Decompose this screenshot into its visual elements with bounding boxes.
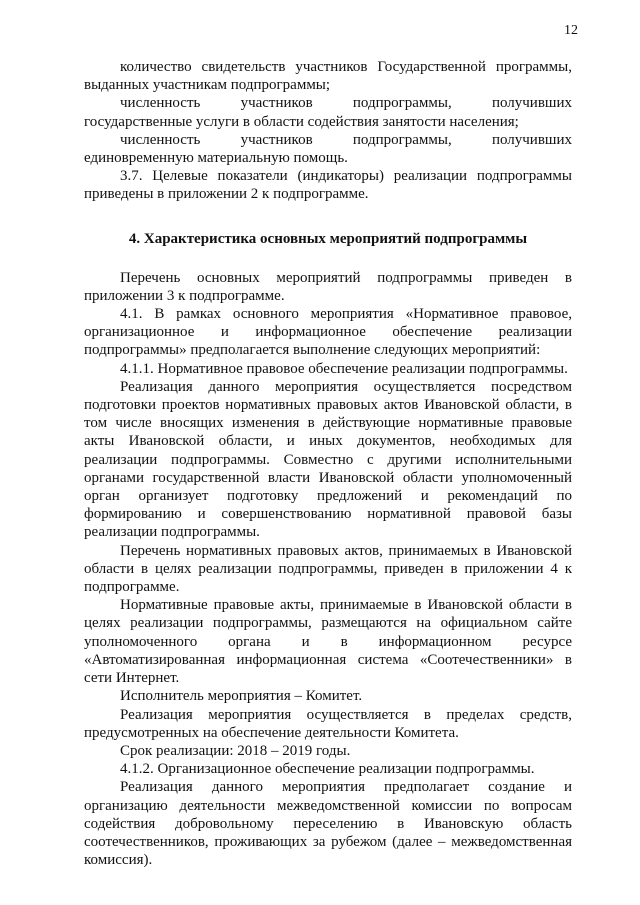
paragraph: Перечень основных мероприятий подпрограммы приведен в приложении 3 к подпрограмме. xyxy=(84,269,572,304)
paragraph: Реализация данного мероприятия предполагает создание и организацию деятельности межведомственной комиссии по вопросам содействия добровольному переселению в Ивановскую область соотечественников, проживающих за рубежом (далее – межведомственная комиссия). xyxy=(84,779,572,869)
paragraph: 4.1.2. Организационное обеспечение реализации подпрограммы. xyxy=(120,761,535,778)
paragraph: Перечень нормативных правовых актов, принимаемых в Ивановской области в целях реализации подпрограммы, приведен в приложении 4 к подпрограмме. xyxy=(84,542,572,596)
paragraph: Срок реализации: 2018 – 2019 годы. xyxy=(120,742,351,759)
section-heading: 4. Характеристика основных мероприятий подпрограммы xyxy=(128,230,528,247)
document-body xyxy=(84,58,572,869)
paragraph: численность участников подпрограммы, получивших государственные услуги в области содействия занятости населения; xyxy=(84,95,572,130)
page-number: 12 xyxy=(564,23,578,38)
paragraph: 4.1.1. Нормативное правовое обеспечение реализации подпрограммы. xyxy=(120,360,568,377)
paragraphs-after xyxy=(84,269,572,870)
paragraph: 3.7. Целевые показатели (индикаторы) реализации подпрограммы приведены в приложении 2 к подпрограмме. xyxy=(84,168,572,203)
paragraph: Реализация данного мероприятия осуществляется посредством подготовки проектов нормативных правовых актов Ивановской области, в том числе вносящих изменения в действующие нормативные правовые акты Ивановской области, и иных документов, необходимых для реализации подпрограммы. Совместно с другими исполнительными органами государственной власти Ивановской области уполномоченный орган организует подготовку предложений и рекомендаций по формированию и совершенствованию нормативной правовой базы реализации подпрограммы. xyxy=(84,378,572,541)
paragraph: численность участников подпрограммы, получивших единовременную материальную помощь. xyxy=(84,131,572,167)
paragraph: 4.1. В рамках основного мероприятия «Нормативное правовое, организационное и информационное обеспечение реализации подпрограммы» предполагается выполнение следующих мероприятий: xyxy=(84,306,572,359)
paragraphs-before xyxy=(84,58,572,204)
paragraph: Реализация мероприятия осуществляется в пределах средств, предусмотренных на обеспечение деятельности Комитета. xyxy=(84,706,572,741)
paragraph: Нормативные правовые акты, принимаемые в Ивановской области в целях реализации подпрограммы, размещаются на официальном сайте уполномоченного органа и в информационном ресурсе «Автоматизированная информационная система «Соотечественники» в сети Интернет. xyxy=(84,597,572,687)
paragraph: количество свидетельств участников Государственной программы, выданных участникам подпрограммы; xyxy=(84,59,572,94)
paragraph: Исполнитель мероприятия – Комитет. xyxy=(120,688,363,705)
